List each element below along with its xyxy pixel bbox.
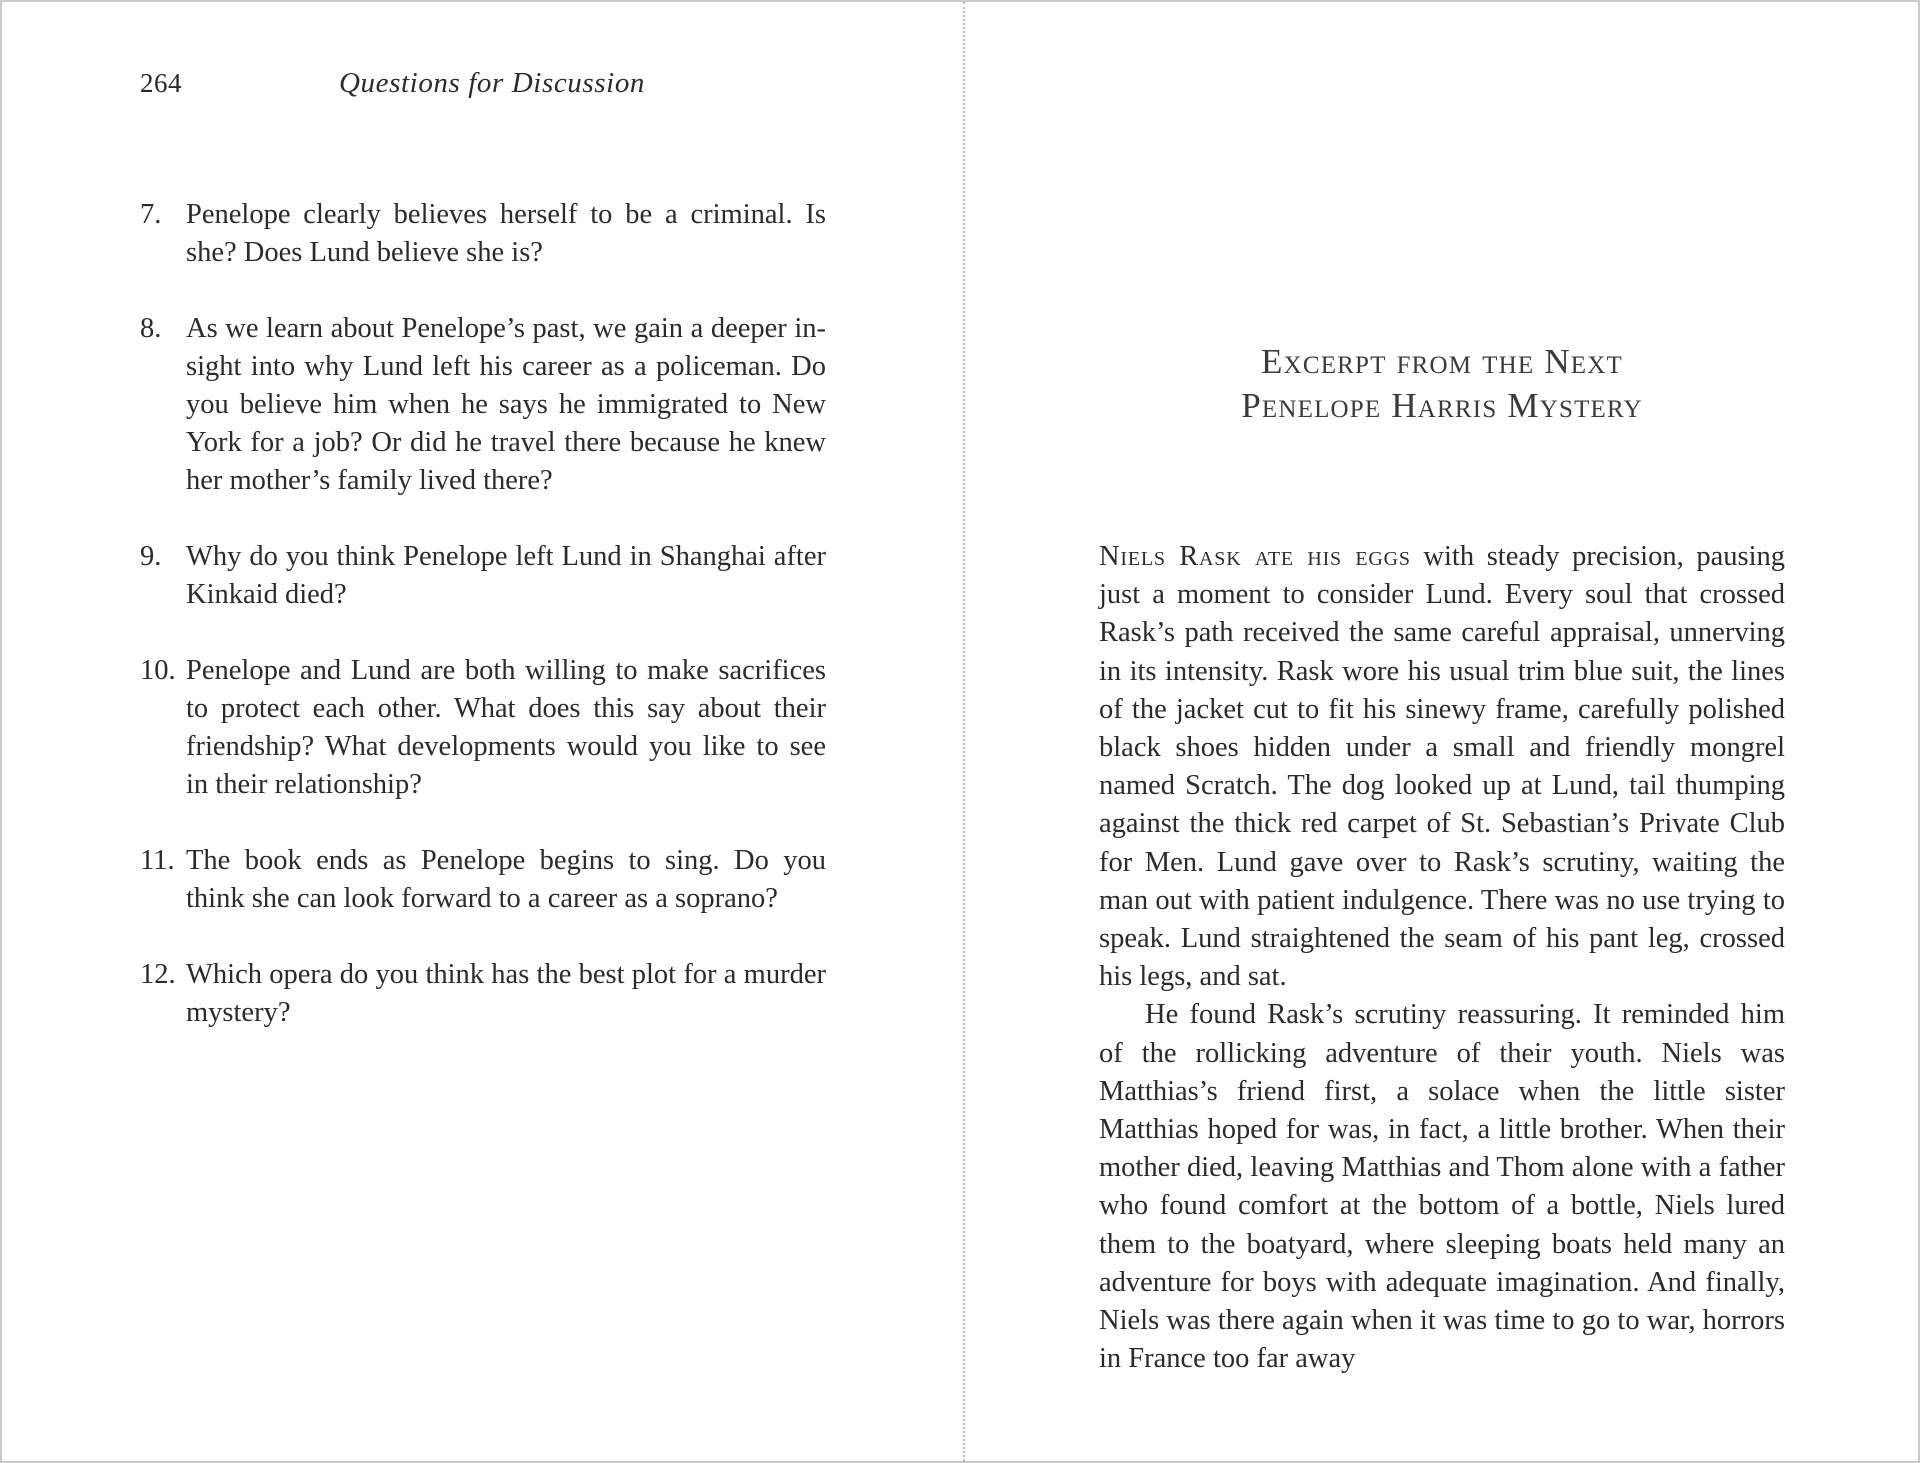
running-head: Questions for Discussion (339, 67, 646, 99)
excerpt-paragraph-1-text: with steady precision, pausing just a moment to consider Lund. Every soul that crossed Rask’s path received the same careful appraisal, unnerving in its intensity. Rask wore his usual trim blue suit, the lines of the jacket cut to fit his sinewy frame, carefully polished black shoes hidden under a small and friendly mongrel named Scratch. The dog looked up at Lund, tail thumping against the thick red carpet of St. Sebastian’s Private Club for Men. Lund gave over to Rask’s scrutiny, waiting the man out with patient indulgence. There was no use trying to speak. Lund straightened the seam of his pant leg, crossed his legs, and sat. (1099, 541, 1785, 993)
question-item (140, 538, 826, 614)
discussion-questions-list (140, 196, 826, 1032)
excerpt-lead-in: Niels Rask ate his eggs (1099, 541, 1411, 572)
question-number: 11. (140, 845, 175, 876)
question-text: The book ends as Penelope begins to sing. Do you think she can look forward to a career as a soprano? (186, 845, 826, 914)
question-item (140, 310, 826, 500)
question-text: As we learn about Penelope’s past, we gain a deeper insight into why Lund left his career as a policeman. Do you believe him when he says he immigrated to New York for a job? Or did he travel there because he knew her mother’s family lived there? (186, 313, 826, 496)
excerpt-body (1099, 538, 1785, 1378)
excerpt-title-line-2: Penelope Harris Mystery (1241, 386, 1643, 425)
question-number: 12. (140, 959, 176, 990)
question-number: 9. (140, 541, 162, 572)
question-text: Penelope clearly believes herself to be a criminal. Is she? Does Lund believe she is? (186, 199, 826, 268)
question-item (140, 842, 826, 918)
excerpt-title-line-1: Excerpt from the Next (1260, 342, 1623, 381)
page-number: 264 (140, 68, 182, 98)
question-text: Why do you think Penelope left Lund in Shanghai after Kinkaid died? (186, 541, 826, 610)
excerpt-title (1099, 340, 1785, 428)
question-item (140, 196, 826, 272)
excerpt-paragraph-1 (1099, 538, 1785, 996)
question-number: 7. (140, 199, 162, 230)
page-gutter-divider (963, 2, 965, 1461)
question-number: 8. (140, 313, 162, 344)
question-text: Which opera do you think has the best plot for a murder mystery? (186, 959, 826, 1028)
question-item (140, 956, 826, 1032)
question-number: 10. (140, 655, 176, 686)
question-item (140, 652, 826, 804)
excerpt-paragraph-2: He found Rask’s scrutiny reassuring. It reminded him of the rollicking adventure of their youth. Niels was Matthias’s friend first, a solace when the little sister Matthias hoped for was, in fact, a little brother. When their mother died, leaving Matthias and Thom alone with a father who found comfort at the bottom of a bottle, Niels lured them to the boatyard, where sleeping boats held many an adventure for boys with adequate imagination. And finally, Niels was there again when it was time to go to war, horrors in France too far away (1099, 999, 1785, 1375)
question-text: Penelope and Lund are both willing to make sacrifices to protect each other. What does this say about their friendship? What developments would you like to see in their relationship? (186, 655, 826, 800)
